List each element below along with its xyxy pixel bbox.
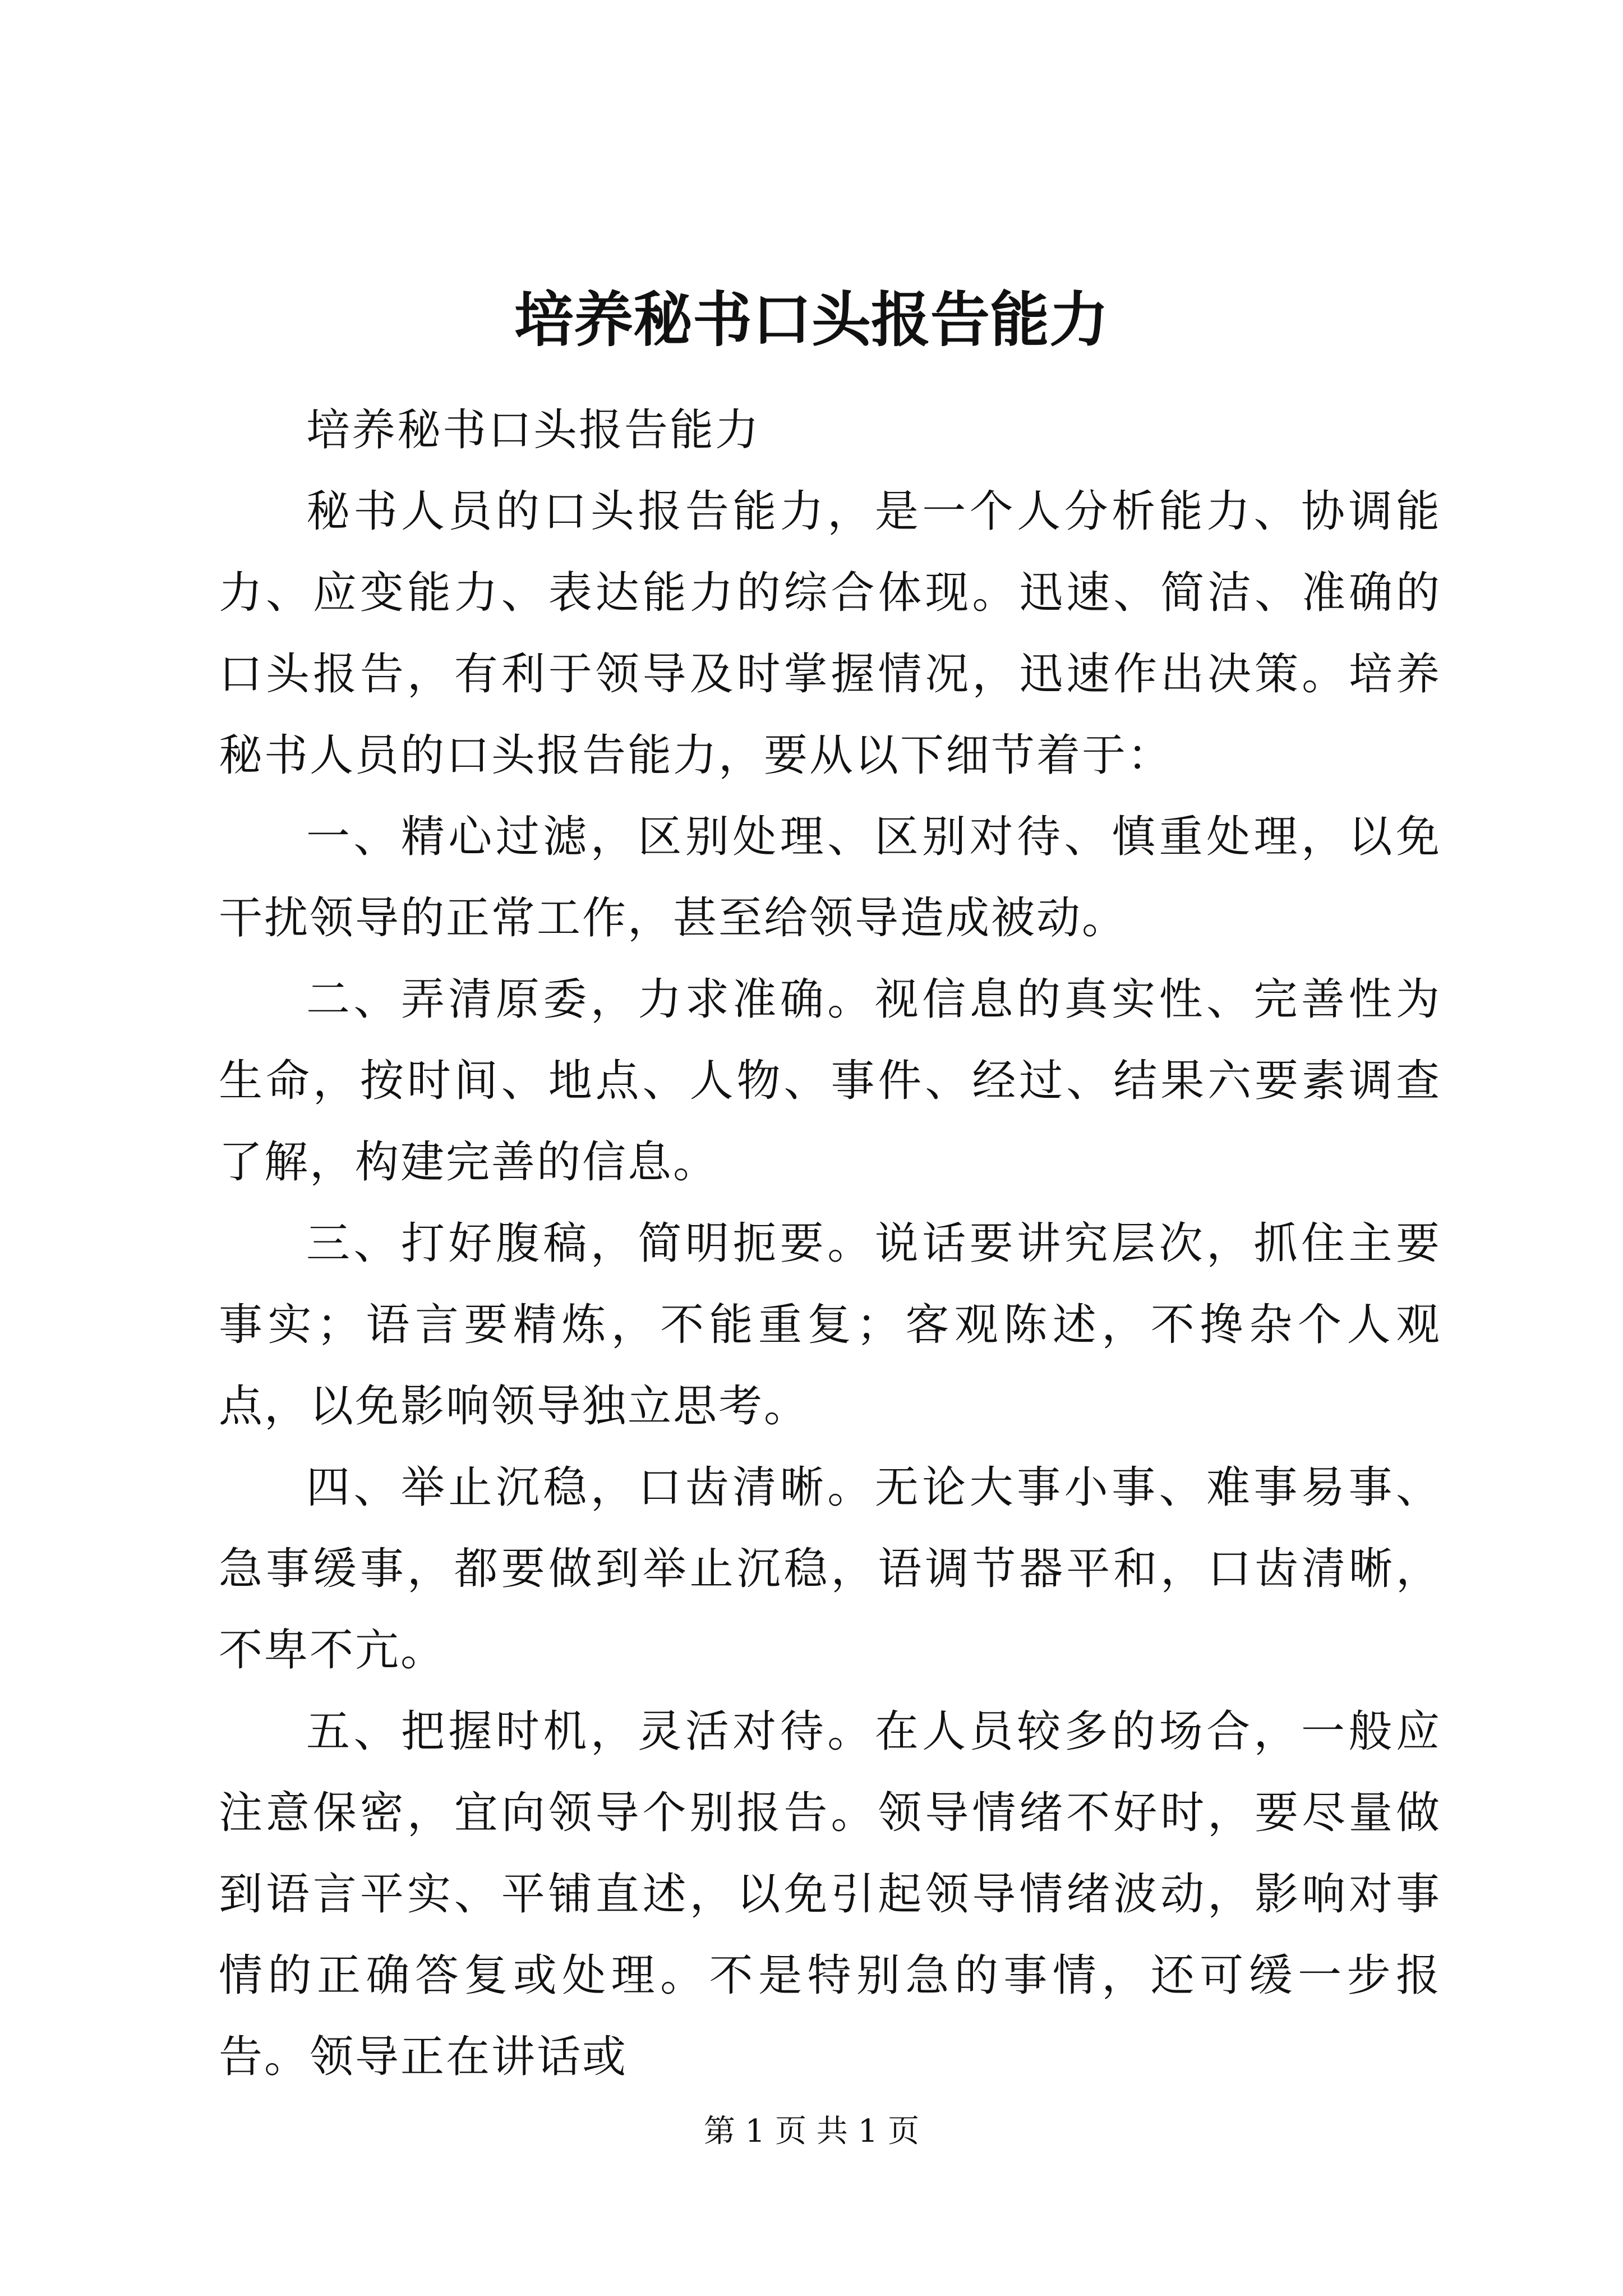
paragraph-point-4: 四、举止沉稳，口齿清晰。无论大事小事、难事易事、急事缓事，都要做到举止沉稳，语调节器平和，口齿清晰，不卑不亢。 [219,1462,1441,1676]
paragraph-point-2: 二、弄清原委，力求准确。视信息的真实性、完善性为生命，按时间、地点、人物、事件、经过、结果六要素调查了解，构建完善的信息。 [219,974,1441,1188]
document-body [219,390,1441,2098]
paragraph-point-1: 一、精心过滤，区别处理、区别对待、慎重处理，以免干扰领导的正常工作，甚至给领导造成被动。 [219,812,1441,944]
paragraph-subtitle: 培养秘书口头报告能力 [306,405,761,455]
paragraph-intro: 秘书人员的口头报告能力，是一个人分析能力、协调能力、应变能力、表达能力的综合体现。迅速、简洁、准确的口头报告，有利于领导及时掌握情况，迅速作出决策。培养秘书人员的口头报告能力，要从以下细节着于： [219,486,1441,781]
paragraph-point-5: 五、把握时机，灵活对待。在人员较多的场合，一般应注意保密，宜向领导个别报告。领导情绪不好时，要尽量做到语言平实、平铺直述，以免引起领导情绪波动，影响对事情的正确答复或处理。不是特别急的事情，还可缓一步报告。领导正在讲话或 [219,1706,1441,2082]
page-footer: 第 1 页 共 1 页 [703,2113,920,2150]
paragraph-point-3: 三、打好腹稿，简明扼要。说话要讲究层次，抓住主要事实；语言要精炼，不能重复；客观陈述，不搀杂个人观点，以免影响领导独立思考。 [219,1218,1441,1432]
document-title: 培养秘书口头报告能力 [514,284,1109,355]
